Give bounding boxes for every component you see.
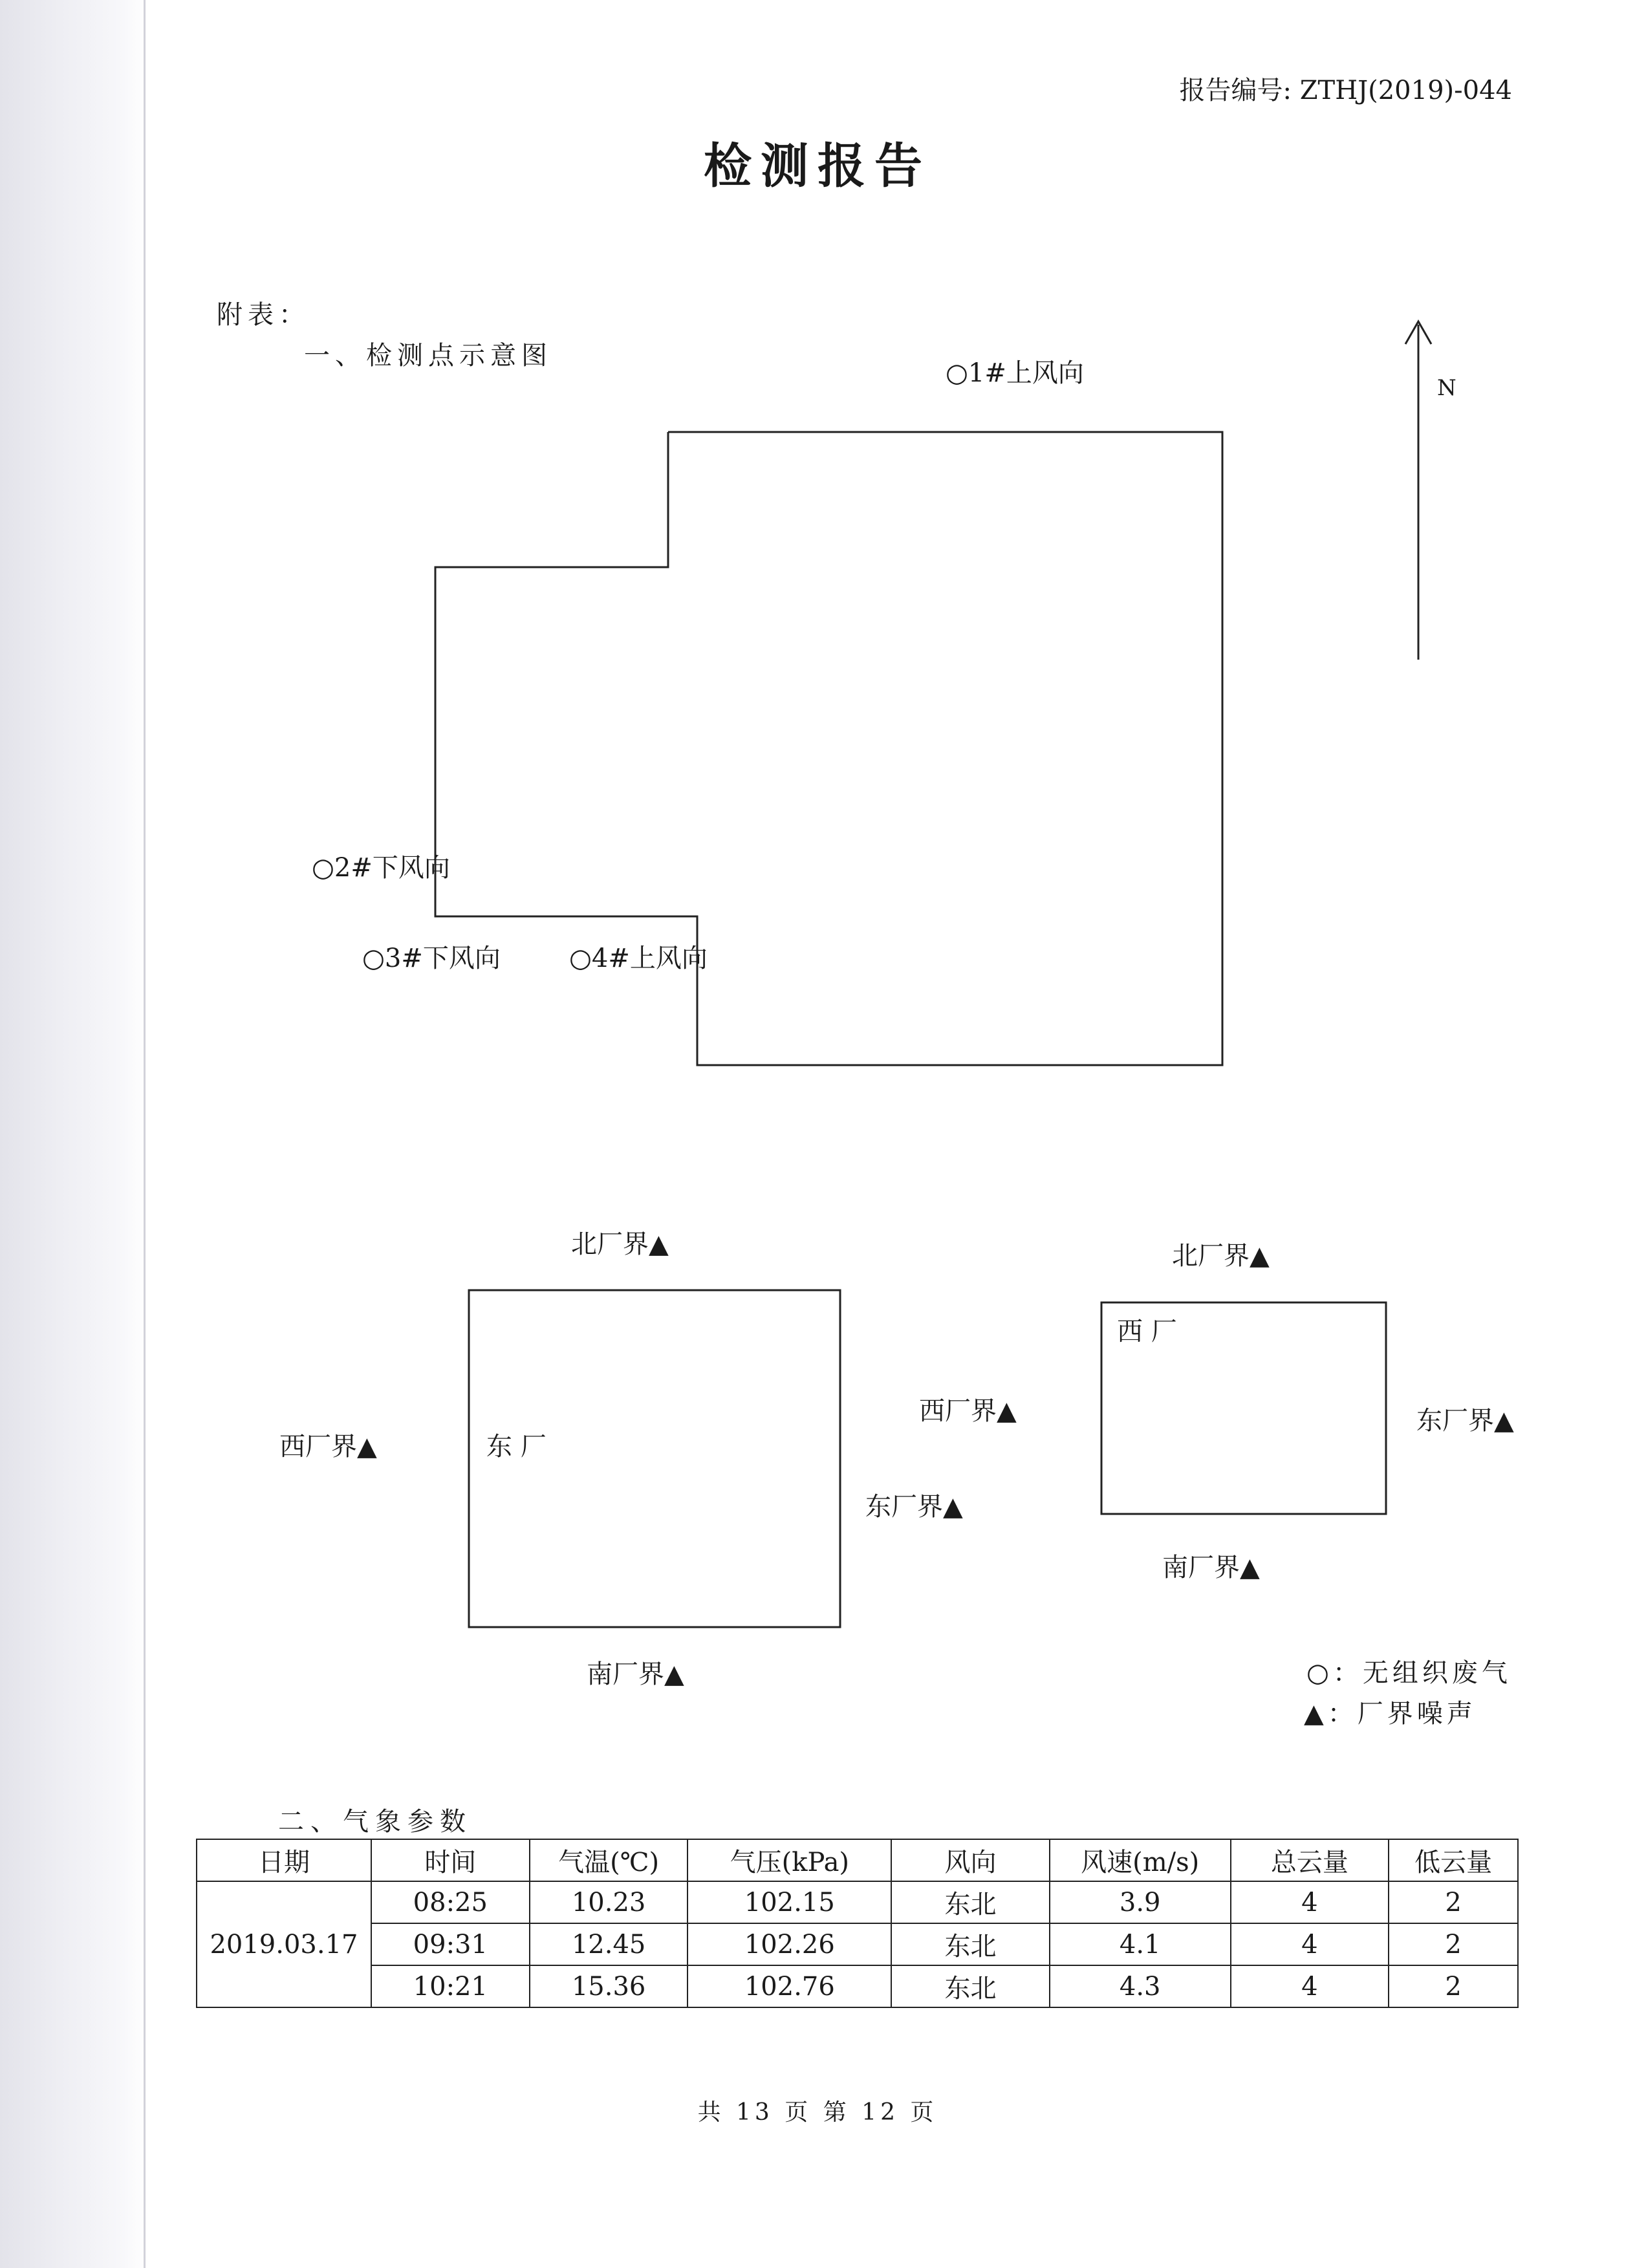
monitoring-point-2: ○2#下风向 [312, 853, 450, 883]
table-header-row [197, 1839, 1518, 1881]
monitoring-point-3: ○3#下风向 [362, 944, 501, 973]
time-cell: 08:25 [371, 1881, 530, 1923]
page-title: 检测报告 [704, 138, 931, 194]
appendix-label: 附表： [217, 300, 310, 330]
west-plant-name: 西 厂 [1117, 1317, 1177, 1346]
meteorological-table [196, 1839, 1519, 2008]
section1-title: 一、检测点示意图 [304, 341, 552, 371]
compass-label: N [1437, 375, 1456, 401]
pressure-cell: 102.26 [688, 1923, 891, 1965]
wind-speed-cell: 3.9 [1050, 1881, 1231, 1923]
table-row [197, 1923, 1518, 1965]
date-cell: 2019.03.17 [197, 1881, 371, 2007]
total-cloud-cell: 4 [1231, 1923, 1389, 1965]
legend-triangle: ▲：厂界噪声 [1304, 1699, 1477, 1729]
east-plant-east-boundary: 东厂界▲ [865, 1492, 963, 1522]
wind-direction-cell: 东北 [891, 1965, 1050, 2007]
low-cloud-cell: 2 [1389, 1965, 1518, 2007]
header-pressure: 气压(kPa) [688, 1839, 891, 1881]
west-plant-north-boundary: 北厂界▲ [1172, 1241, 1270, 1271]
header-wind-direction: 风向 [891, 1839, 1050, 1881]
table-row [197, 1965, 1518, 2007]
time-cell: 10:21 [371, 1965, 530, 2007]
header-total-cloud: 总云量 [1231, 1839, 1389, 1881]
table-row [197, 1881, 1518, 1923]
total-cloud-cell: 4 [1231, 1881, 1389, 1923]
total-cloud-cell: 4 [1231, 1965, 1389, 2007]
east-plant-west-boundary: 西厂界▲ [279, 1432, 377, 1462]
east-plant-south-boundary: 南厂界▲ [587, 1659, 684, 1689]
time-cell: 09:31 [371, 1923, 530, 1965]
page-footer: 共 13 页 第 12 页 [697, 2099, 938, 2126]
west-plant-south-boundary: 南厂界▲ [1162, 1553, 1260, 1582]
header-wind-speed: 风速(m/s) [1050, 1839, 1231, 1881]
low-cloud-cell: 2 [1389, 1881, 1518, 1923]
low-cloud-cell: 2 [1389, 1923, 1518, 1965]
site-outline [435, 432, 1222, 1065]
monitoring-point-1: ○1#上风向 [946, 358, 1084, 388]
monitoring-point-4: ○4#上风向 [569, 944, 708, 973]
header-temperature: 气温(℃) [530, 1839, 688, 1881]
header-date: 日期 [197, 1839, 371, 1881]
wind-speed-cell: 4.1 [1050, 1923, 1231, 1965]
east-plant-name: 东 厂 [486, 1432, 547, 1462]
wind-direction-cell: 东北 [891, 1923, 1050, 1965]
pressure-cell: 102.15 [688, 1881, 891, 1923]
report-number: 报告编号: ZTHJ(2019)-044 [1179, 76, 1512, 105]
wind-speed-cell: 4.3 [1050, 1965, 1231, 2007]
temperature-cell: 15.36 [530, 1965, 688, 2007]
header-time: 时间 [371, 1839, 530, 1881]
east-plant-north-boundary: 北厂界▲ [571, 1229, 669, 1259]
temperature-cell: 12.45 [530, 1923, 688, 1965]
section2-title: 二、气象参数 [278, 1807, 472, 1837]
west-plant-west-boundary: 西厂界▲ [919, 1396, 1017, 1426]
wind-direction-cell: 东北 [891, 1881, 1050, 1923]
legend-circle: ○：无组织废气 [1306, 1658, 1511, 1688]
west-plant-east-boundary: 东厂界▲ [1416, 1406, 1514, 1436]
header-low-cloud: 低云量 [1389, 1839, 1518, 1881]
temperature-cell: 10.23 [530, 1881, 688, 1923]
pressure-cell: 102.76 [688, 1965, 891, 2007]
